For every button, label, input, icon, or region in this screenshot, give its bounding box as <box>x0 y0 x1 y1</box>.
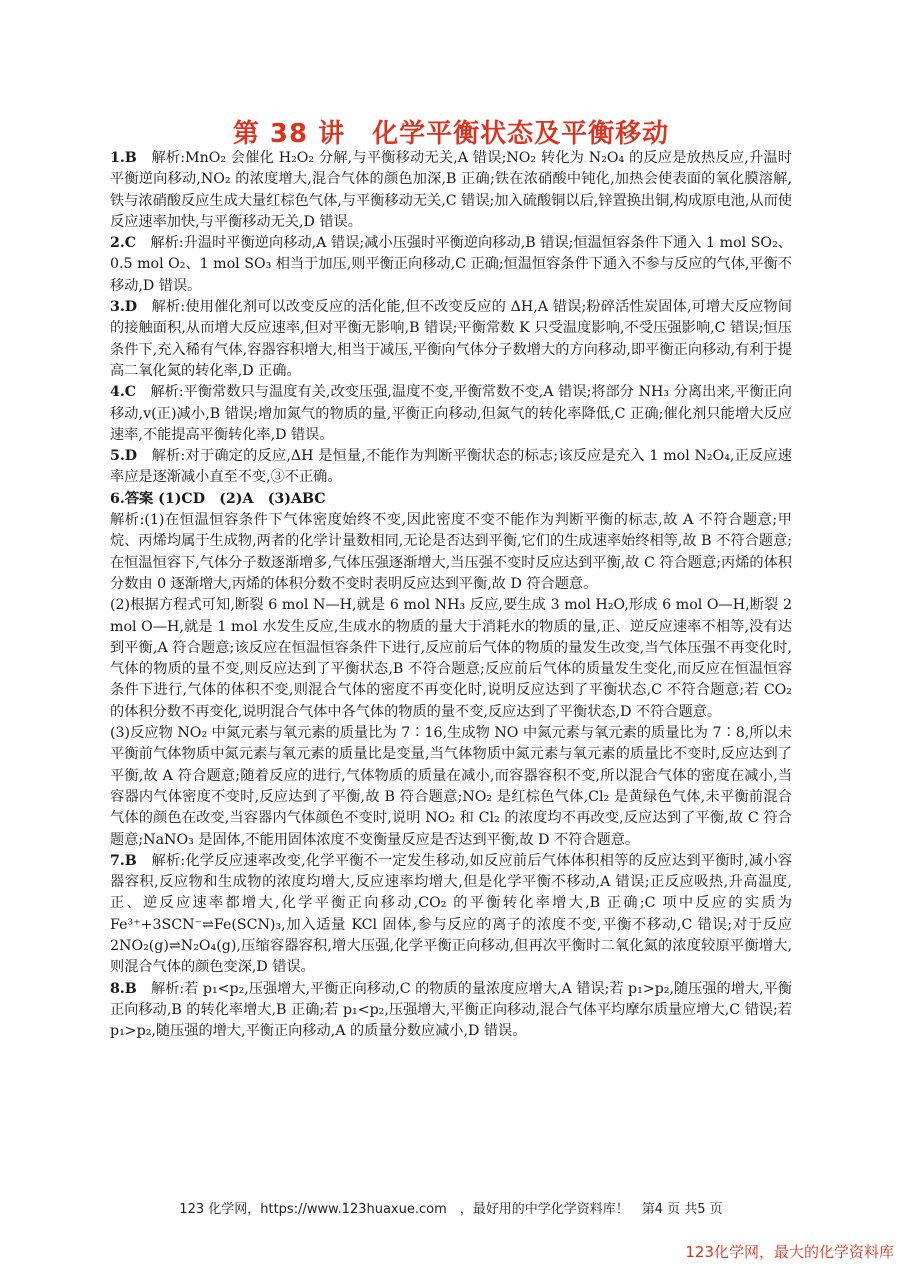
answer-text: 解析:使用催化剂可以改变反应的活化能,但不改变反应的 ΔH,A 错误;粉碎活性炭固体,可增大反应物间的接触面积,从而增大反应速率,但对平衡无影响,B 错误;平衡常数 K 只受温度影响,不受压强影响,C 错误;恒压条件下,充入稀有气体,容器容积增大,相当于减压,平衡向气体分子数增大的方向移动,即平衡正向移动,有利于提高二氧化氮的转化率,D 正确。 <box>110 299 792 379</box>
page-title: 第 38 讲 化学平衡状态及平衡移动 <box>232 119 670 149</box>
answer-item <box>110 148 792 233</box>
answer-number: 8.B <box>110 980 137 997</box>
answer-text: (2)根据方程式可知,断裂 6 mol N—H,就是 6 mol NH₃ 反应,要生成 3 mol H₂O,形成 6 mol O—H,断裂 2 mol O—H,就是 1 mol 水发生反应,生成水的物质的量大于消耗水的物质的量,正、逆反应速率不相等,没有达到平衡,A 符合题意;该反应在恒温恒容条件下进行,反应前后气体的物质的量发生改变,当气体压强不再变化时,气体的物质的量不变,则反应达到了平衡状态,B 不符合题意;反应前后气体的质量发生变化,而反应在恒温恒容条件下进行,气体的体积不变,则混合气体的密度不再变化时,说明反应达到了平衡状态,C 不符合题意;若 CO₂ 的体积分数不再变化,说明混合气体中各气体的物质的量不变,反应达到了平衡状态,D 不符合题意。 <box>110 597 792 720</box>
answer-text: 解析:若 p₁<p₂,压强增大,平衡正向移动,C 的物质的量浓度应增大,A 错误;若 p₁>p₂,随压强的增大,平衡正向移动,B 的转化率增大,B 正确;若 p₁<p₂,压强增大,平衡正向移动,混合气体平均摩尔质量应增大,C 错误;若 p₁>p₂,随压强的增大,平衡正向移动,A 的质量分数应减小,D 错误。 <box>110 980 793 1040</box>
answer-explanation <box>110 595 792 723</box>
answer-item <box>110 446 792 489</box>
answer-item <box>110 382 792 446</box>
answer-item <box>110 297 792 382</box>
page-footer: 123 化学网，https://www.123huaxue.com ，最好用的中学化学资料库！ 第4 页 共5 页 <box>179 1202 723 1217</box>
answer-text: 解析:化学反应速率改变,化学平衡不一定发生移动,如反应前后气体体积相等的反应达到平衡时,减小容器容积,反应物和生成物的浓度均增大,反应速率均增大,但是化学平衡不移动,A 错误;正反应吸热,升高温度,正、逆反应速率都增大,化学平衡正向移动,CO₂ 的平衡转化率增大,B 正确;C 项中反应的实质为 Fe³⁺+3SCN⁻⇌Fe(SCN)₃,加入适量 KCl 固体,参与反应的离子的浓度不变,平衡不移动,C 错误;对于反应 2NO₂(g)⇌N₂O₄(g),压缩容器容积,增大压强,化学平衡正向移动,但再次平衡时二氧化氮的浓度较原平衡增大,则混合气体的颜色变深,D 错误。 <box>110 852 792 976</box>
answer-text: 解析:对于确定的反应,ΔH 是恒量,不能作为判断平衡状态的标志;该反应是充入 1 mol N₂O₄,正反应速率应是逐渐减小直至不变,③不正确。 <box>110 448 792 486</box>
answer-number: 1.B <box>110 150 137 166</box>
answer-item <box>110 233 792 297</box>
answer-explanation <box>110 510 792 595</box>
answer-content <box>110 148 792 1042</box>
answer-number: 5.D <box>110 448 138 465</box>
answer-text: 解析:MnO₂ 会催化 H₂O₂ 分解,与平衡移动无关,A 错误;NO₂ 转化为 N₂O₄ 的反应是放热反应,升温时平衡逆向移动,NO₂ 的浓度增大,混合气体的颜色加深,B 正确;铁在浓硝酸中钝化,加热会使表面的氧化膜溶解,铁与浓硝酸反应生成大量红棕色气体,与平衡移动无关,C 错误;加入硫酸铜以后,锌置换出铜,构成原电池,从而使反应速率加快,与平衡移动无关,D 错误。 <box>110 150 792 230</box>
answer-number: 6. <box>110 490 125 507</box>
answer-number: 2.C <box>110 235 137 252</box>
answer-item <box>110 489 792 510</box>
answer-text: 解析:升温时平衡逆向移动,A 错误;减小压强时平衡逆向移动,B 错误;恒温恒容条件下通入 1 mol SO₂、0.5 mol O₂、1 mol SO₃ 相当于加压,则平衡正向移动,C 正确;恒温恒容条件下通入不参与反应的气体,平衡不移动,D 错误。 <box>110 235 792 294</box>
answer-text: 解析:(1)在恒温恒容条件下气体密度始终不变,因此密度不变不能作为判断平衡的标志,故 A 不符合题意;甲烷、丙烯均属于生成物,两者的化学计量数相同,无论是否达到平衡,它们的生成速率始终相等,故 B 不符合题意;在恒温恒容下,气体分子数逐渐增多,气体压强逐渐增大,当压强不变时反应达到平衡,故 C 符合题意;丙烯的体积分数由 0 逐渐增大,丙烯的体积分数不变时表明反应达到平衡,故 D 符合题意。 <box>110 512 792 592</box>
watermark: 123化学网，最大的化学资料库 <box>685 1243 894 1261</box>
answer-number: 7.B <box>110 852 137 869</box>
answer-number: 4.C <box>110 384 137 401</box>
answer-number: 3.D <box>110 299 138 316</box>
answer-item <box>110 979 792 1043</box>
answer-explanation <box>110 723 792 851</box>
answer-item <box>110 851 792 979</box>
answer-text: (3)反应物 NO₂ 中氮元素与氧元素的质量比为 7∶16,生成物 NO 中氮元素与氧元素的质量比为 7∶8,所以未平衡前气体物质中氮元素与氧元素的质量比是变量,当气体物质中氮元素与氧元素的质量比不变时,反应达到了平衡,故 A 符合题意;随着反应的进行,气体物质的质量在减小,而容器容积不变,所以混合气体的密度在减小,当容器内气体密度不变时,反应达到了平衡,故 B 符合题意;NO₂ 是红棕色气体,Cl₂ 是黄绿色气体,未平衡前混合气体的颜色在改变,当容器内气体颜色不变时,说明 NO₂ 和 Cl₂ 的浓度均不再改变,反应达到了平衡,故 C 符合题意;NaNO₃ 是固体,不能用固体浓度不变衡量反应是否达到平衡,故 D 不符合题意。 <box>110 725 792 848</box>
answer-text: 答案 (1)CD (2)A (3)ABC <box>124 490 326 507</box>
answer-text: 解析:平衡常数只与温度有关,改变压强,温度不变,平衡常数不变,A 错误;将部分 NH₃ 分离出来,平衡正向移动,v(正)减小,B 错误;增加氮气的物质的量,平衡正向移动,但氮气的转化率降低,C 正确;催化剂只能增大反应速率,不能提高平衡转化率,D 错误。 <box>110 384 792 443</box>
